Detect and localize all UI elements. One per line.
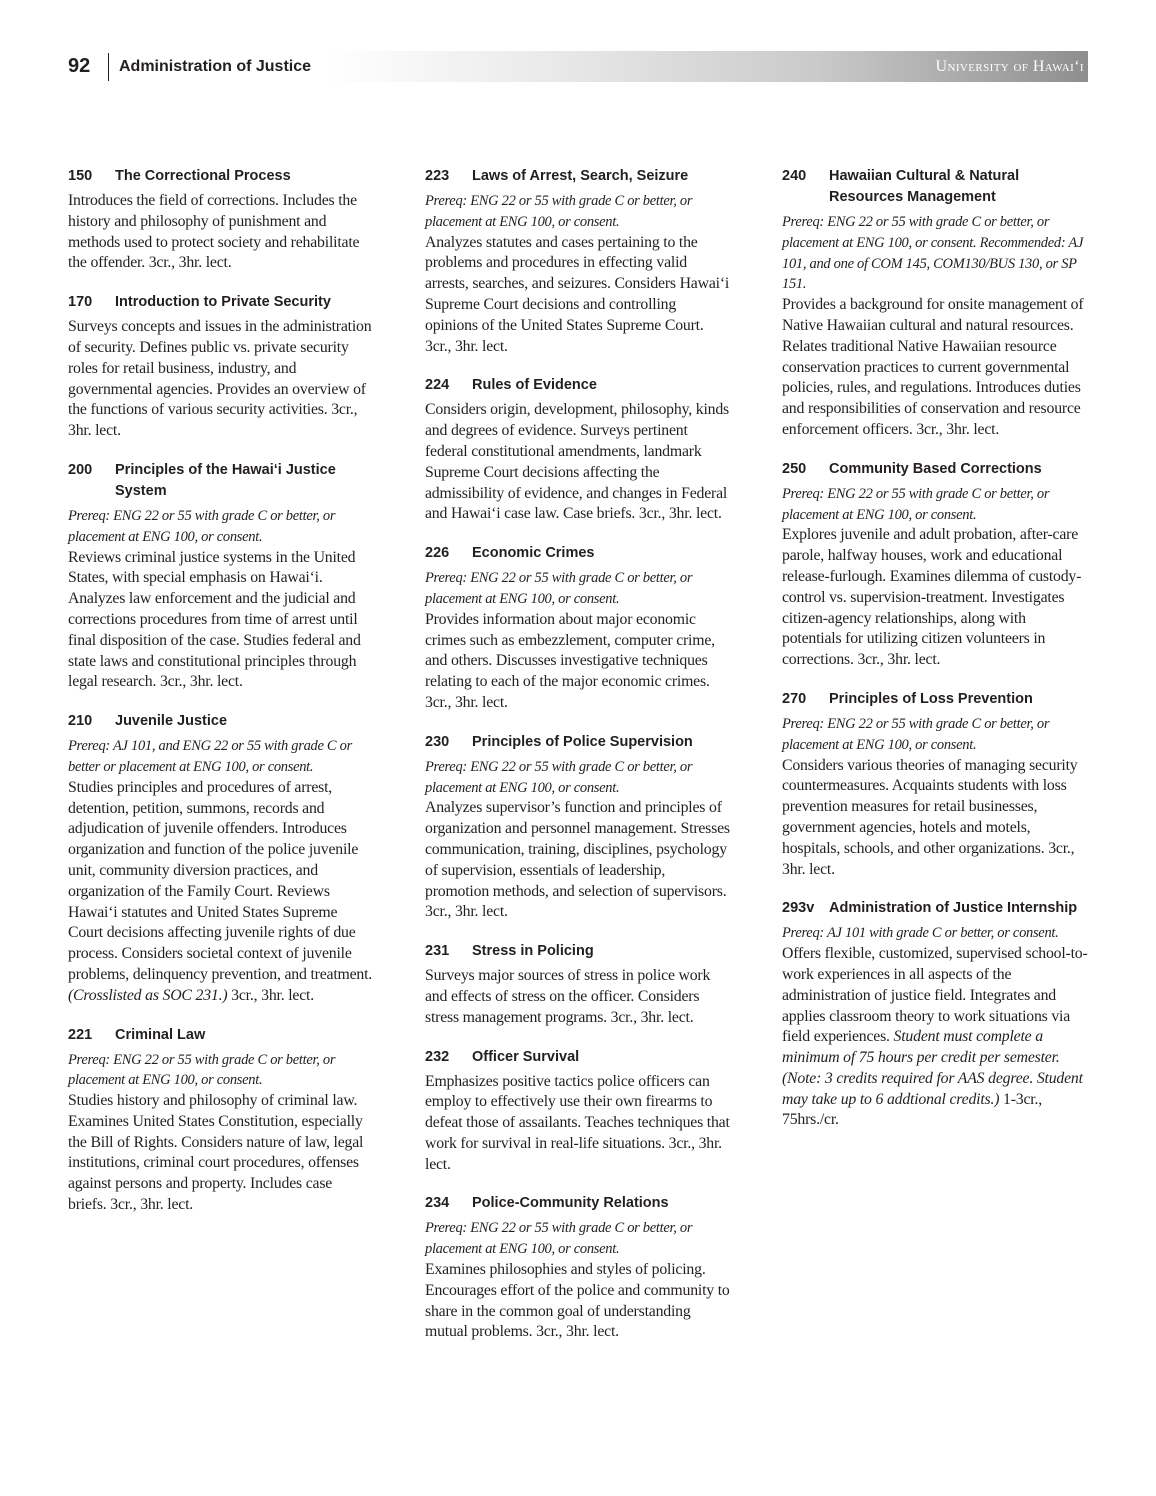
course-number: 170	[68, 294, 93, 311]
course-description: Examines philosophies and styles of policing. Encourages effort of the police and community to share in the common goal of understanding mutual problems. 3cr., 3hr. lect.	[425, 1261, 730, 1341]
course-description-text: Studies principles and procedures of arrest, detention, petition, summons, records and adjudication of juvenile offenders. Introduces organization and function of the police juvenile unit, community diversion practices, and organization of the Family Court. Reviews Hawai‘i statutes and United States Supreme Court decisions affecting juvenile rights of due process. Considers societal context of juvenile problems, delinquency prevention, and treatment.	[68, 778, 373, 983]
crosslist-note: (Crosslisted as SOC 231.)	[68, 986, 228, 1004]
credit-info: 3cr., 3hr. lect.	[227, 986, 314, 1004]
course-description: Considers various theories of managing security countermeasures. Acquaints students with loss prevention measures for retail businesses, government agencies, hotels and motels, hospitals, schools, and other organizations. 3cr., 3hr. lect.	[782, 756, 1078, 878]
course-250	[782, 459, 1088, 671]
course-prereq: Prereq: ENG 22 or 55 with grade C or better, or placement at ENG 100, or consent.	[782, 715, 1050, 753]
header-divider	[108, 53, 109, 81]
course-prereq: Prereq: ENG 22 or 55 with grade C or better, or placement at ENG 100, or consent.	[68, 1051, 336, 1089]
course-240	[782, 166, 1088, 441]
course-293v	[782, 898, 1088, 1131]
course-number: 234	[425, 1195, 450, 1212]
course-description: Studies history and philosophy of criminal law. Examines United States Constitution, especially the Bill of Rights. Considers nature of law, legal institutions, criminal court procedures, offenses against persons and property. Includes case briefs. 3cr., 3hr. lect.	[68, 1092, 364, 1214]
course-description: Provides information about major economic crimes such as embezzlement, computer crime, and others. Discusses investigative techniques relating to each of the major economic crimes. 3cr., 3hr. lect.	[425, 610, 715, 711]
course-150	[68, 166, 374, 274]
course-270	[782, 689, 1088, 880]
course-prereq: Prereq: ENG 22 or 55 with grade C or better, or placement at ENG 100, or consent.	[425, 758, 693, 796]
course-223	[425, 166, 731, 357]
course-226	[425, 543, 731, 714]
course-title: Principles of the Hawai‘i Justice System	[115, 461, 336, 499]
course-number: 230	[425, 733, 450, 750]
course-title: Introduction to Private Security	[115, 294, 331, 311]
course-prereq: Prereq: ENG 22 or 55 with grade C or better, or placement at ENG 100, or consent.	[425, 1220, 693, 1258]
course-prereq: Prereq: ENG 22 or 55 with grade C or better, or placement at ENG 100, or consent.	[425, 570, 693, 607]
course-170	[68, 292, 374, 442]
course-title: The Correctional Process	[115, 168, 291, 184]
course-prereq: Prereq: ENG 22 or 55 with grade C or better, or placement at ENG 100, or consent.	[425, 193, 693, 230]
course-number: 232	[425, 1048, 450, 1065]
course-title: Principles of Loss Prevention	[829, 690, 1033, 707]
course-number: 210	[68, 713, 93, 730]
course-description: Analyzes supervisor’s function and principles of organization and personnel management. Stresses communication, training, disciplines, psychology of supervision, essentials of leadership, promotion methods, and selection of supervisors. 3cr., 3hr. lect.	[425, 799, 730, 921]
course-number: 240	[782, 168, 807, 184]
course-number: 221	[68, 1026, 93, 1043]
course-224	[425, 375, 731, 525]
course-number: 223	[425, 168, 450, 184]
course-title: Criminal Law	[115, 1026, 206, 1043]
course-description: Surveys major sources of stress in police work and effects of stress on the officer. Considers stress management programs. 3cr., 3hr. lect.	[425, 967, 711, 1026]
course-title: Administration of Justice Internship	[829, 900, 1078, 917]
course-title: Officer Survival	[472, 1048, 580, 1065]
course-title: Juvenile Justice	[115, 713, 228, 730]
course-title: Principles of Police Supervision	[472, 733, 693, 750]
course-description: Emphasizes positive tactics police officers can employ to effectively use their own firearms to defeat those of assailants. Teaches techniques that work for survival in real-life situations. 3cr., 3hr. lect.	[425, 1072, 730, 1173]
course-prereq: Prereq: ENG 22 or 55 with grade C or better, or placement at ENG 100, or consent. Recommended: AJ 101, and one of COM 145, COM130/BUS 130, or SP 151.	[782, 214, 1084, 293]
course-description: Analyzes statutes and cases pertaining to the problems and procedures in effecting valid arrests, searches, and seizures. Considers Hawai‘i Supreme Court decisions and controlling opinions of the United States Supreme Court. 3cr., 3hr. lect.	[425, 233, 730, 355]
course-number: 226	[425, 545, 450, 562]
course-200	[68, 460, 374, 693]
course-description: Provides a background for onsite management of Native Hawaiian cultural and natural resources. Relates traditional Native Hawaiian resource conservation practices to current governmental policies, rules, and regulations. Introduces duties and responsibilities of conservation and resource enforcement officers. 3cr., 3hr. lect.	[782, 296, 1084, 438]
course-number: 150	[68, 168, 93, 184]
course-231	[425, 941, 731, 1028]
page-header	[68, 51, 1088, 82]
column-right	[782, 166, 1088, 1149]
course-number: 224	[425, 377, 450, 394]
course-prereq: Prereq: AJ 101 with grade C or better, or consent.	[782, 925, 1059, 942]
course-description	[782, 944, 1088, 1131]
course-232	[425, 1047, 731, 1176]
column-middle	[425, 166, 731, 1361]
course-title: Hawaiian Cultural & Natural Resources Management	[829, 168, 1020, 205]
course-title: Economic Crimes	[472, 545, 595, 562]
course-description: Surveys concepts and issues in the administration of security. Defines public vs. private security roles for retail business, industry, and governmental agencies. Provides an overview of the functions of various security activities. 3cr., 3hr. lect.	[68, 318, 372, 440]
course-number: 293v	[782, 900, 815, 917]
course-prereq: Prereq: AJ 101, and ENG 22 or 55 with grade C or better or placement at ENG 100, or consent.	[68, 738, 352, 775]
section-title: Administration of Justice	[119, 58, 312, 75]
course-230	[425, 732, 731, 923]
course-title: Rules of Evidence	[472, 377, 597, 394]
course-title: Police-Community Relations	[472, 1195, 669, 1212]
column-left	[68, 166, 374, 1234]
course-description: Introduces the field of corrections. Includes the history and philosophy of punishment and methods used to protect society and rehabilitate the offender. 3cr., 3hr. lect.	[68, 192, 360, 272]
course-number: 270	[782, 690, 807, 707]
course-number: 250	[782, 460, 807, 477]
course-prereq: Prereq: ENG 22 or 55 with grade C or better, or placement at ENG 100, or consent.	[782, 485, 1050, 523]
internship-note: Student must complete a minimum of 75 hours per credit per semester. (Note: 3 credits required for AAS degree. Student may take up to 6 addtional credits.)	[782, 1028, 1083, 1108]
course-title: Stress in Policing	[472, 943, 594, 960]
course-234	[425, 1193, 731, 1343]
course-title: Laws of Arrest, Search, Seizure	[472, 168, 689, 184]
university-name: University of Hawai‘i	[935, 58, 1084, 75]
course-description: Reviews criminal justice systems in the United States, with special emphasis on Hawai‘i. Analyzes law enforcement and the judicial and corrections procedures from time of arrest until final disposition of the case. Studies federal and state laws and constitutional principles through legal research. 3cr., 3hr. lect.	[68, 548, 361, 691]
course-prereq: Prereq: ENG 22 or 55 with grade C or better, or placement at ENG 100, or consent.	[68, 507, 336, 545]
course-description: Considers origin, development, philosophy, kinds and degrees of evidence. Surveys pertinent federal constitutional amendments, landmark Supreme Court decisions affecting the admissibility of evidence, and changes in Federal and Hawai‘i case law. Case briefs. 3cr., 3hr. lect.	[425, 401, 729, 523]
course-description: Explores juvenile and adult probation, after-care parole, halfway houses, work and educational release-furlough. Examines dilemma of custody-control vs. supervision-treatment. Investigates citizen-agency relationships, along with potentials for utilizing citizen volunteers in corrections. 3cr., 3hr. lect.	[782, 526, 1082, 669]
course-210	[68, 711, 374, 1006]
course-number: 200	[68, 461, 93, 478]
header-gradient-bar	[326, 51, 1088, 82]
course-description-text: Offers flexible, customized, supervised school-to-work experiences in all aspects of the administration of justice field. Integrates and applies classroom theory to work situations via field experiences.	[782, 945, 1088, 1046]
course-title: Community Based Corrections	[829, 460, 1042, 477]
credit-info: 1-3cr., 75hrs./cr.	[782, 1090, 1042, 1129]
course-221	[68, 1025, 374, 1216]
course-description	[68, 778, 374, 1007]
course-number: 231	[425, 943, 450, 960]
page-number: 92	[68, 55, 91, 77]
